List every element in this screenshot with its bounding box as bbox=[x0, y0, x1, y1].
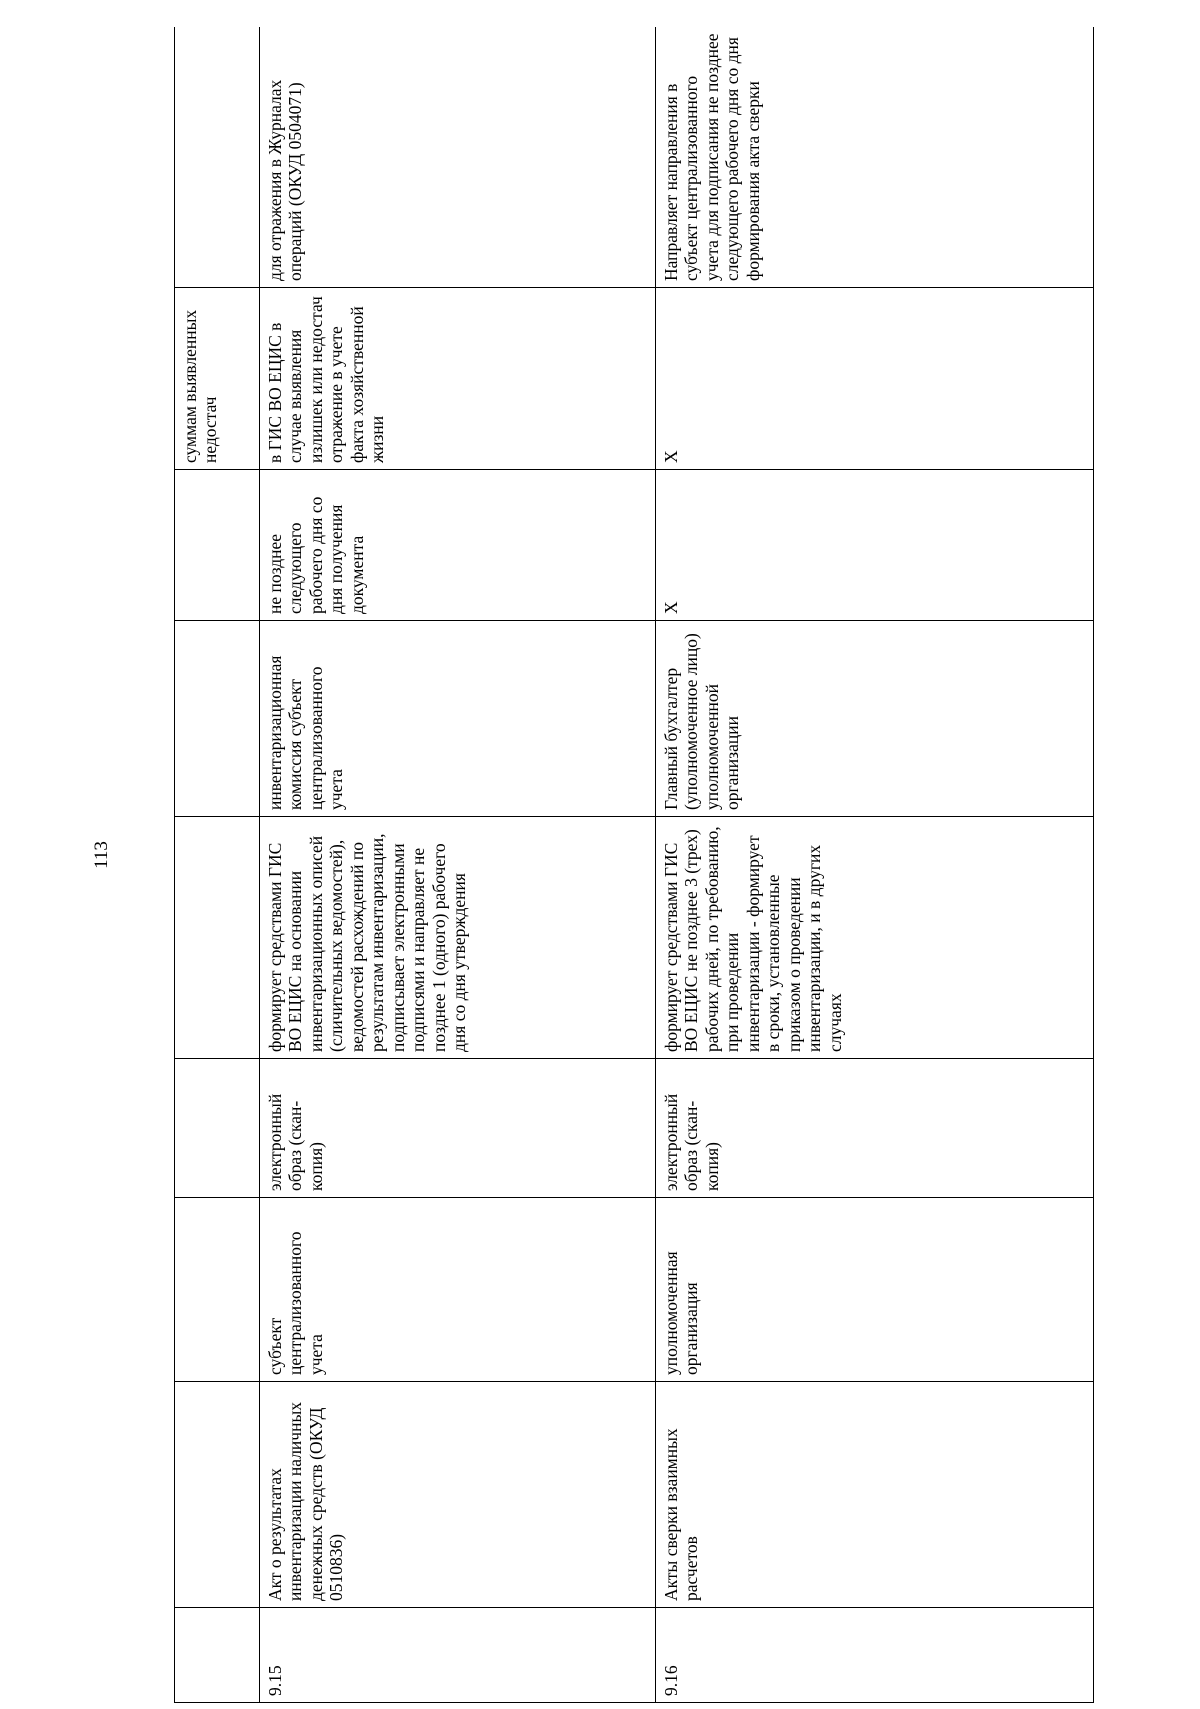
cell-who-forms: уполномоченная организация bbox=[656, 1198, 1094, 1382]
table-row bbox=[656, 27, 1094, 1703]
cell-form: электронный образ (скан-копия) bbox=[260, 1059, 656, 1198]
cell-procedure: формирует средствами ГИС ВО ЕЦИС на основании инвентаризационных описей (сличительных ведомостей), ведомостей расхождений по результатам инвентаризации, подписывает электронными подписями и направляет не позднее 1 (одного) рабочего дня со дня утверждения bbox=[260, 817, 656, 1059]
cell-who-forms bbox=[175, 1198, 260, 1382]
cell-form: электронный образ (скан-копия) bbox=[656, 1059, 1094, 1198]
cell-num: 9.16 bbox=[656, 1608, 1094, 1703]
rotated-table-container bbox=[174, 27, 1094, 1703]
cell-num bbox=[175, 1608, 260, 1703]
cell-num: 9.15 bbox=[260, 1608, 656, 1703]
cell-procedure bbox=[175, 817, 260, 1059]
table-header-continuation-row bbox=[175, 27, 260, 1703]
cell-form bbox=[175, 1059, 260, 1198]
cell-deadline: не позднее следующего рабочего дня со дня получения документа bbox=[260, 470, 656, 621]
cell-document bbox=[175, 1382, 260, 1608]
document-table bbox=[174, 27, 1094, 1703]
cell-deadline bbox=[175, 470, 260, 621]
cell-who-signs bbox=[175, 621, 260, 817]
cell-reflection: Х bbox=[656, 288, 1094, 470]
cell-who-signs: инвентаризационная комиссия субъект централизованного учета bbox=[260, 621, 656, 817]
cell-document: Акт о результатах инвентаризации наличных денежных средств (ОКУД 0510836) bbox=[260, 1382, 656, 1608]
cell-procedure: формирует средствами ГИС ВО ЕЦИС не позднее 3 (трех) рабочих дней, по требованию, при проведении инвентаризации - формирует в сроки, установленные приказом о проведении инвентаризации, и в других случаях bbox=[656, 817, 1094, 1059]
cell-last: для отражения в Журналах операций (ОКУД 0504071) bbox=[260, 27, 656, 288]
page-number-text: 113 bbox=[91, 841, 113, 869]
cell-who-signs: Главный бухгалтер (уполномоченное лицо) уполномоченной организации bbox=[656, 621, 1094, 817]
cell-last: Направляет направления в субъект централизованного учета для подписания не позднее следующего рабочего дня со дня формирования акта сверки bbox=[656, 27, 1094, 288]
table-row bbox=[260, 27, 656, 1703]
cell-reflection: в ГИС ВО ЕЦИС в случае выявления излишек или недостач отражение в учете факта хозяйственной жизни bbox=[260, 288, 656, 470]
cell-deadline: Х bbox=[656, 470, 1094, 621]
cell-last bbox=[175, 27, 260, 288]
rotated-table-frame bbox=[174, 27, 1094, 1703]
cell-who-forms: субъект централизованного учета bbox=[260, 1198, 656, 1382]
cell-document: Акты сверки взаимных расчетов bbox=[656, 1382, 1094, 1608]
page-number bbox=[92, 833, 112, 877]
cell-reflection: суммам выявленных недостач bbox=[175, 288, 260, 470]
